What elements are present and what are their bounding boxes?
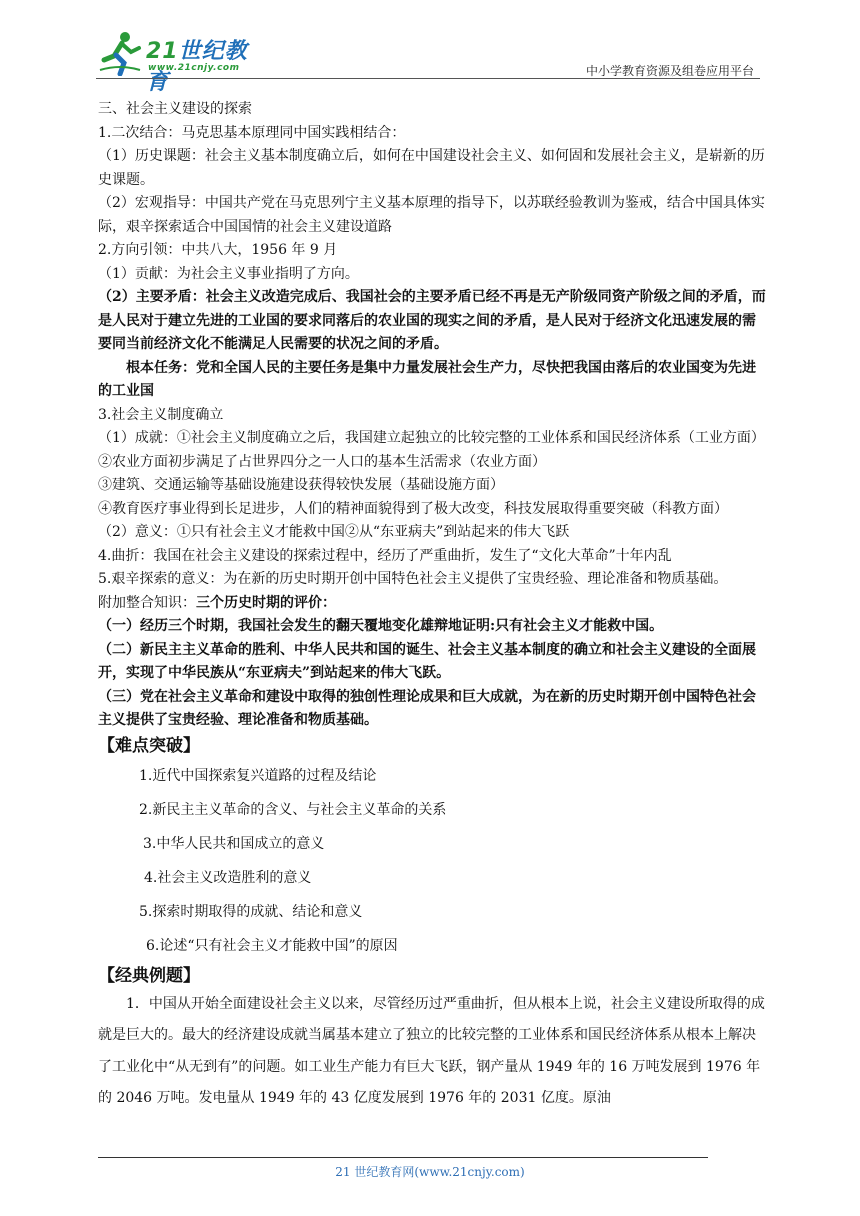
page-header (96, 28, 760, 95)
extra-title: 三个历史时期的评价： (196, 594, 336, 611)
paragraph-1: 1.二次结合：马克思基本原理同中国实践相结合： (98, 124, 406, 141)
footer-divider (98, 1157, 708, 1158)
evaluation-3: （三）党在社会主义革命和建设中取得的独创性理论成果和巨大成就，为在新的历史时期开创中国特色社会主义提供了宝贵经验、理论准备和物质基础。 (98, 688, 756, 728)
logo-title: 21世纪教育 (146, 39, 248, 95)
section-3-title: 三、社会主义建设的探索 (98, 101, 252, 117)
paragraph-5: 5.艰辛探索的意义：为在新的历史时期开创中国特色社会主义提供了宝贵经验、理论准备和物质基础。 (98, 571, 728, 587)
header-divider (96, 78, 760, 79)
footer-text: 21 世纪教育网(www.21cnjy.com) (335, 1165, 525, 1179)
extra-knowledge (98, 592, 768, 616)
paragraph-2-3: 根本任务：党和全国人民的主要任务是集中力量发展社会生产力，尽快把我国由落后的农业国变为先进的工业国 (98, 359, 756, 399)
evaluation-1: （一）经历三个时期，我国社会发生的翻天覆地变化雄辩地证明:只有社会主义才能救中国。 (98, 618, 664, 634)
list-item: 3.中华人民共和国成立的意义 (143, 835, 325, 852)
example-question-1: 1．中国从开始全面建设社会主义以来，尽管经历过严重曲折，但从根本上说，社会主义建设所取得的成就是巨大的。最大的经济建设成就当属基本建立了独立的比较完整的工业体系和国民经济体系从根本上解决了工业化中“从无到有”的问题。如工业生产能力有巨大飞跃，钢产量从 1949 年的 16 万吨发展到 1976 年的 2046 万吨。发电量从 1949 年的 43 亿度发展到 1976 年的 2031 亿度。原油 (98, 995, 765, 1106)
difficulty-title: 【难点突破】 (98, 735, 200, 756)
runner-logo-icon (98, 30, 142, 76)
evaluation-2: （二）新民主主义革命的胜利、中华人民共和国的诞生、社会主义基本制度的确立和社会主义建设的全面展开，实现了中华民族从“东亚病夫”到站起来的伟大飞跃。 (98, 641, 756, 681)
paragraph-4: 4.曲折：我国在社会主义建设的探索过程中，经历了严重曲折，发生了“文化大革命”十年内乱 (98, 547, 672, 564)
paragraph-3-3: ③建筑、交通运输等基础设施建设获得较快发展（基础设施方面） (98, 477, 504, 493)
extra-lead: 附加整合知识： (98, 594, 196, 611)
list-item: 4.社会主义改造胜利的意义 (144, 869, 312, 886)
list-item: 2.新民主主义革命的含义、与社会主义革命的关系 (139, 801, 447, 818)
logo-url: www.21cnjy.com (148, 63, 240, 73)
paragraph-3-5: （2）意义：①只有社会主义才能救中国②从“东亚病夫”到站起来的伟大飞跃 (98, 524, 570, 540)
paragraph-1-2: （2）宏观指导：中国共产党在马克思列宁主义基本原理的指导下，以苏联经验教训为鉴戒，结合中国具体实际，艰辛探索适合中国国情的社会主义建设道路 (98, 195, 765, 235)
platform-name: 中小学教育资源及组卷应用平台 (585, 64, 754, 78)
paragraph-3-4: ④教育医疗事业得到长足进步，人们的精神面貌得到了极大改变，科技发展取得重要突破（科教方面） (98, 500, 728, 517)
document-body (98, 98, 768, 1115)
paragraph-2: 2.方向引领：中共八大，1956 年 9 月 (98, 242, 338, 258)
logo (96, 30, 266, 95)
paragraph-3-2: ②农业方面初步满足了占世界四分之一人口的基本生活需求（农业方面） (98, 453, 546, 470)
list-item: 1.近代中国探索复兴道路的过程及结论 (139, 767, 377, 784)
paragraph-2-1: （1）贡献：为社会主义事业指明了方向。 (98, 265, 359, 282)
list-item: 6.论述“只有社会主义才能救中国”的原因 (146, 937, 398, 954)
paragraph-2-2: （2）主要矛盾：社会主义改造完成后、我国社会的主要矛盾已经不再是无产阶级同资产阶级之间的矛盾，而是人民对于建立先进的工业国的要求同落后的农业国的现实之间的矛盾，是人民对于经济文化迅速发展的需要同当前经济文化不能满足人民需要的状况之间的矛盾。 (98, 289, 766, 352)
difficulty-list (98, 759, 768, 963)
paragraph-3-1: （1）成就：①社会主义制度确立之后，我国建立起独立的比较完整的工业体系和国民经济体系（工业方面） (98, 430, 765, 446)
list-item: 5.探索时期取得的成就、结论和意义 (139, 903, 363, 920)
paragraph-3: 3.社会主义制度确立 (98, 406, 224, 423)
examples-title: 【经典例题】 (98, 965, 200, 986)
paragraph-1-1: （1）历史课题：社会主义基本制度确立后，如何在中国建设社会主义、如何固和发展社会主义，是崭新的历史课题。 (98, 148, 765, 188)
